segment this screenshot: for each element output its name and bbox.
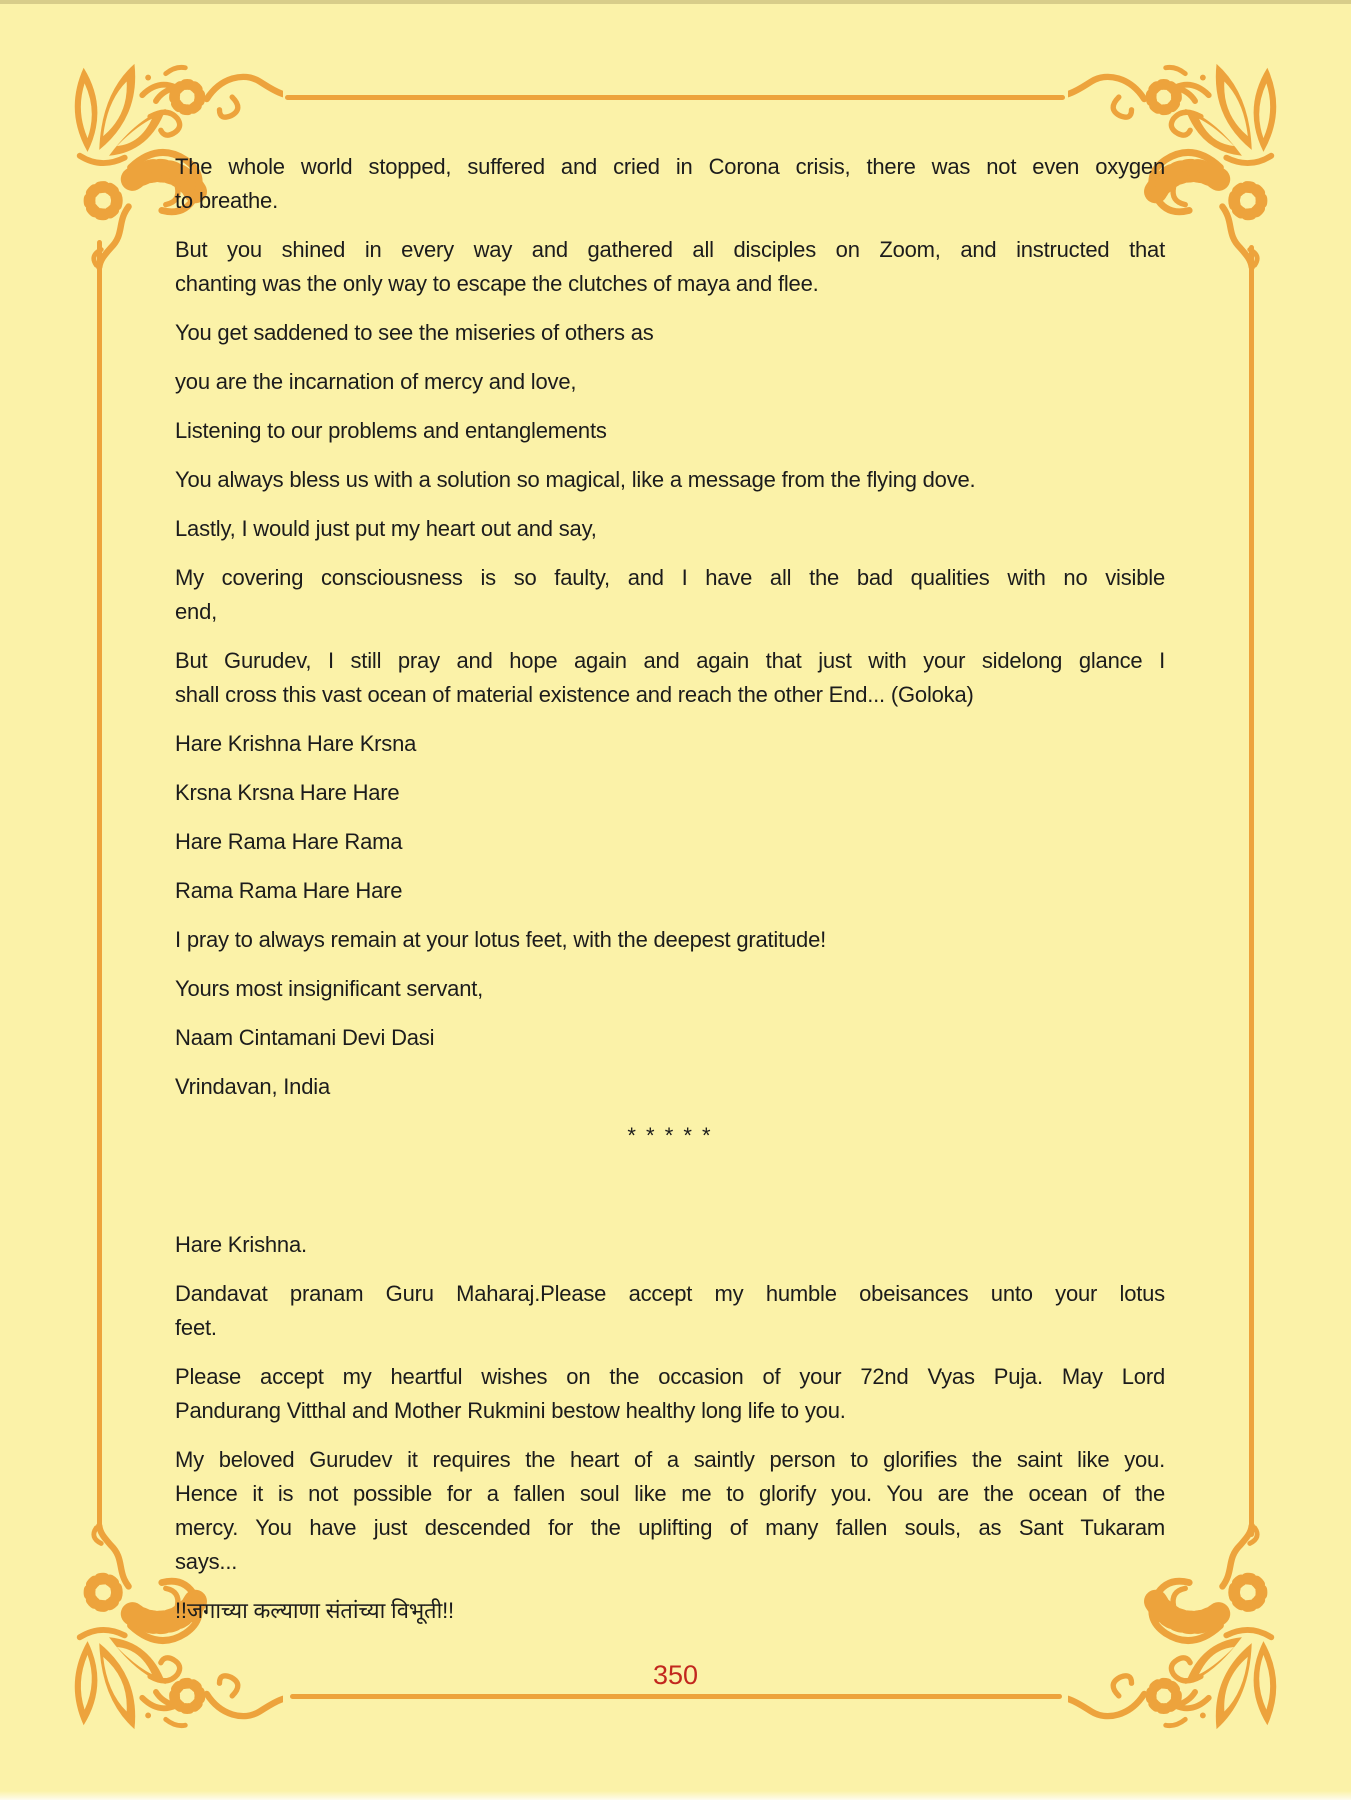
text-line: to breathe. (175, 188, 278, 213)
paragraph (175, 1277, 1165, 1345)
text-line: Hare Krishna. (175, 1232, 307, 1257)
text-line: Dandavat pranam Guru Maharaj.Please accept my humble obeisances unto your lotus (175, 1281, 1165, 1306)
text-line: Hare Rama Hare Rama (175, 829, 403, 854)
text-line: You always bless us with a solution so magical, like a message from the flying dove. (175, 467, 976, 492)
frame-bottom-line (290, 1694, 1062, 1699)
paragraph (175, 561, 1165, 629)
signature-place (175, 1070, 1165, 1104)
paragraph (175, 512, 1165, 546)
text-line: But Gurudev, I still pray and hope again and again that just with your sidelong glance I (175, 648, 1165, 673)
paragraph (175, 644, 1165, 712)
text-line: end, (175, 599, 218, 624)
text-line: I pray to always remain at your lotus feet, with the deepest gratitude! (175, 927, 827, 952)
text-line: Hence it is not possible for a fallen soul like me to glorify you. You are the ocean of the (175, 1481, 1165, 1506)
paragraph (175, 1443, 1165, 1579)
text-line: You get saddened to see the miseries of others as (175, 320, 654, 345)
text-line: Listening to our problems and entanglements (175, 418, 607, 443)
text-line: feet. (175, 1315, 217, 1340)
text-line: says... (175, 1549, 238, 1574)
mantra-line (175, 776, 1165, 810)
text-line: But you shined in every way and gathered all disciples on Zoom, and instructed that (175, 237, 1165, 262)
text-line: Vrindavan, India (175, 1074, 330, 1099)
text-line: mercy. You have just descended for the uplifting of many fallen souls, as Sant Tukaram (175, 1515, 1165, 1540)
letter-body (175, 150, 1165, 1643)
text-line: Lastly, I would just put my heart out and say, (175, 516, 597, 541)
text-line: The whole world stopped, suffered and cried in Corona crisis, there was not even oxygen (175, 154, 1165, 179)
text-line: My beloved Gurudev it requires the heart of a saintly person to glorifies the saint like you. (175, 1447, 1165, 1472)
paragraph (175, 463, 1165, 497)
devanagari-quote (175, 1594, 1165, 1628)
paragraph (175, 365, 1165, 399)
paragraph (175, 1228, 1165, 1262)
paragraph (175, 1360, 1165, 1428)
text-line: shall cross this vast ocean of material existence and reach the other End... (Goloka) (175, 682, 974, 707)
frame-left-line (97, 240, 102, 1530)
mantra-line (175, 825, 1165, 859)
text-line: My covering consciousness is so faulty, and I have all the bad qualities with no visible (175, 565, 1165, 590)
section-separator (175, 1119, 1165, 1153)
paragraph (175, 150, 1165, 218)
text-line: !!जगाच्या कल्याणा संतांच्या विभूती!! (175, 1598, 454, 1623)
text-line: Hare Krishna Hare Krsna (175, 731, 417, 756)
text-line: Please accept my heartful wishes on the occasion of your 72nd Vyas Puja. May Lord (175, 1364, 1165, 1389)
text-line: Yours most insignificant servant, (175, 976, 484, 1001)
mantra-line (175, 727, 1165, 761)
text-line: Naam Cintamani Devi Dasi (175, 1025, 435, 1050)
paragraph (175, 923, 1165, 957)
text-line: * * * * * (627, 1123, 713, 1148)
page-bottom-edge (0, 1791, 1351, 1800)
frame-top-line (285, 95, 1065, 100)
text-line: you are the incarnation of mercy and love, (175, 369, 577, 394)
paragraph (175, 233, 1165, 301)
text-line: Rama Rama Hare Hare (175, 878, 403, 903)
signature-line (175, 972, 1165, 1006)
frame-right-line (1249, 245, 1254, 1537)
paragraph (175, 414, 1165, 448)
page-top-edge (0, 0, 1351, 4)
text-line: Krsna Krsna Hare Hare (175, 780, 400, 805)
page-number: 350 (652, 1660, 699, 1690)
text-line: Pandurang Vitthal and Mother Rukmini bestow healthy long life to you. (175, 1398, 846, 1423)
text-line: chanting was the only way to escape the clutches of maya and flee. (175, 271, 819, 296)
paragraph (175, 316, 1165, 350)
mantra-line (175, 874, 1165, 908)
signature-name (175, 1021, 1165, 1055)
